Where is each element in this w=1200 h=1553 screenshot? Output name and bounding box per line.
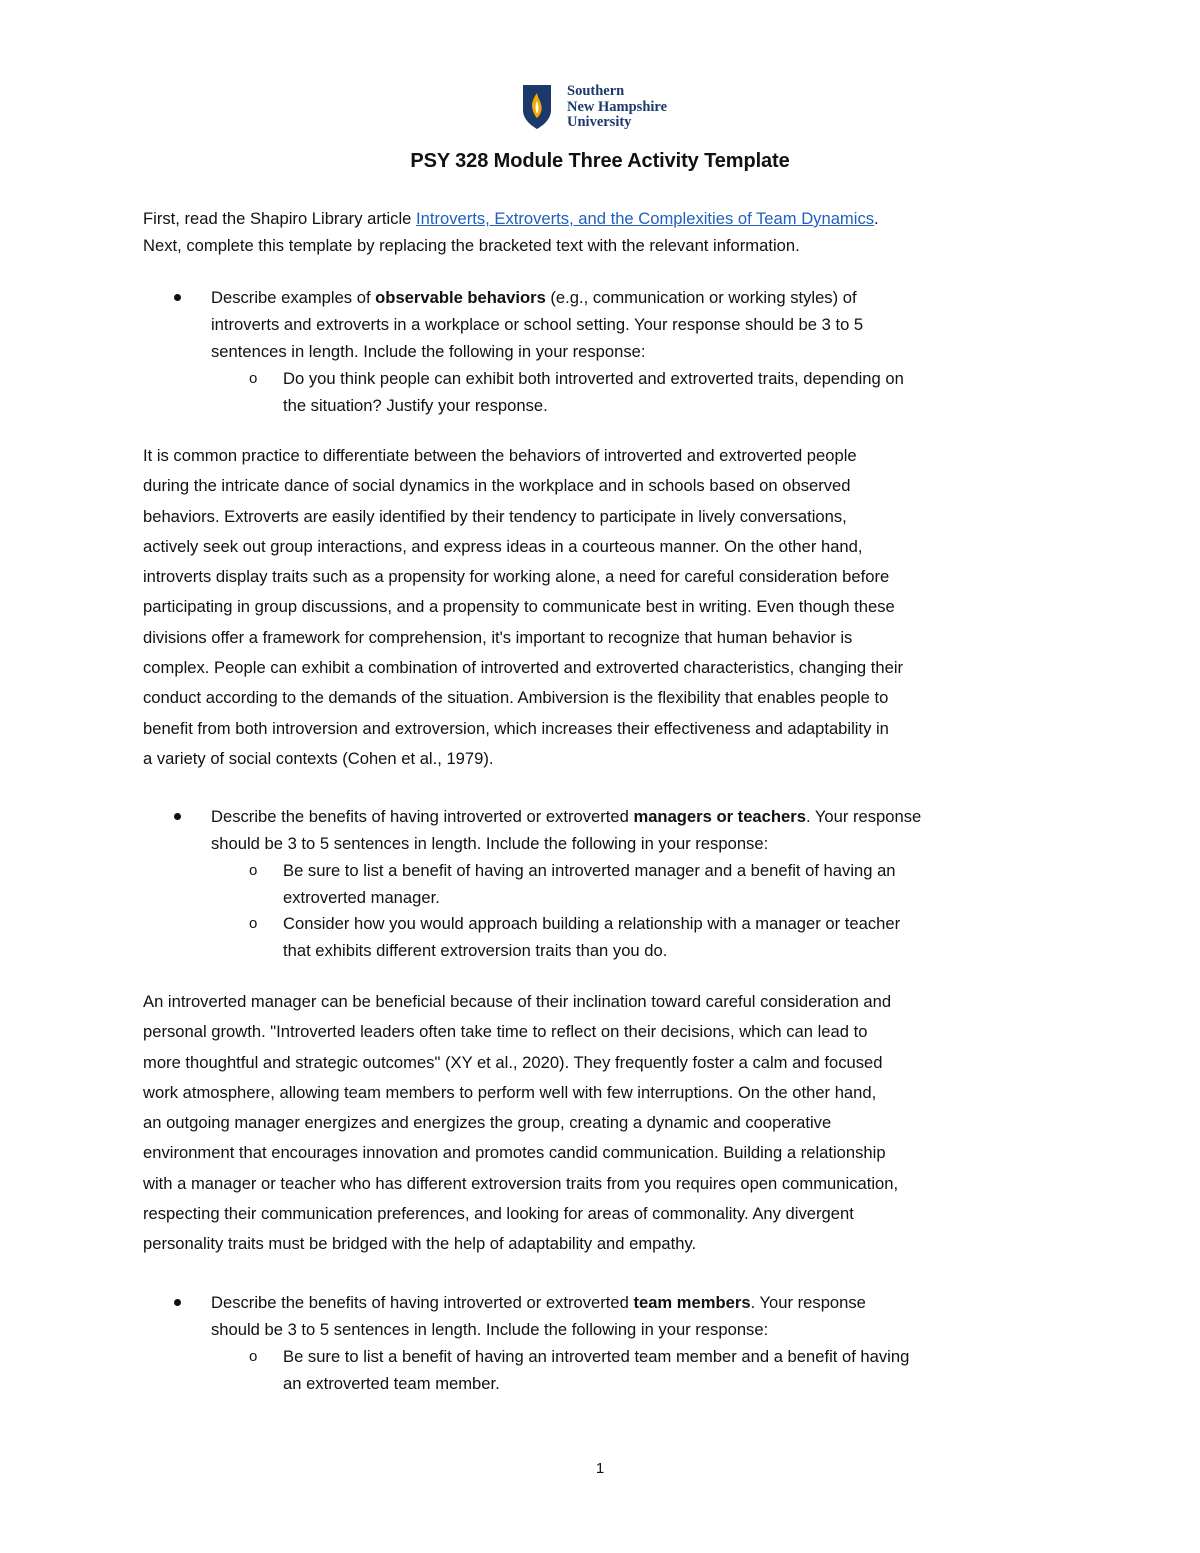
sub-prompt: Be sure to list a benefit of having an introverted team member and a benefit of having an extroverted team member. xyxy=(283,1347,910,1393)
intro-line-1 xyxy=(143,205,879,232)
bullet-icon xyxy=(174,294,181,301)
prompt-line: should be 3 to 5 sentences in length. Include the following in your response: xyxy=(211,834,769,853)
answer-line: environment that encourages innovation and promotes candid communication. Building a relationship xyxy=(143,1143,886,1163)
prompt-line: Describe the benefits of having introverted or extroverted team members. Your response xyxy=(211,1293,866,1312)
intro-period: . xyxy=(874,209,879,228)
answer-line: It is common practice to differentiate between the behaviors of introverted and extroverted people xyxy=(143,446,857,465)
sub-bullet-marker: o xyxy=(249,915,258,932)
prompt-line: sentences in length. Include the following in your response: xyxy=(211,342,646,361)
logo-line-3: University xyxy=(567,114,632,130)
prompt-line: should be 3 to 5 sentences in length. Include the following in your response: xyxy=(211,1320,769,1339)
answer-line: respecting their communication preferences, and looking for areas of commonality. Any divergent xyxy=(143,1204,854,1224)
article-link[interactable]: Introverts, Extroverts, and the Complexities of Team Dynamics xyxy=(416,209,875,228)
prompt-observable-behaviors xyxy=(211,284,863,365)
shield-flame-icon xyxy=(522,84,552,130)
answer-line: divisions offer a framework for comprehension, it's important to recognize that human behavior is xyxy=(143,627,853,647)
page-title: PSY 328 Module Three Activity Template xyxy=(410,150,790,172)
bullet-icon xyxy=(174,1299,181,1306)
prompt-team-members xyxy=(211,1289,866,1343)
sub-prompt: Consider how you would approach building a relationship with a manager or teacher that exhibits different extroversion traits than you do. xyxy=(283,914,901,960)
answer-line: an outgoing manager energizes and energizes the group, creating a dynamic and cooperative xyxy=(143,1113,832,1133)
sub-bullet-marker: o xyxy=(249,862,258,879)
answer-line: actively seek out group interactions, and express ideas in a courteous manner. On the other hand, xyxy=(143,536,863,556)
prompt-line: Describe examples of observable behaviors (e.g., communication or working styles) of xyxy=(211,288,857,307)
answer-line: a variety of social contexts (Cohen et al., 1979). xyxy=(143,748,494,768)
logo-line-2: New Hampshire xyxy=(567,98,668,115)
prompt-bold: team members xyxy=(633,1293,751,1312)
sub-bullet-marker: o xyxy=(249,370,258,387)
prompt-line: introverts and extroverts in a workplace or school setting. Your response should be 3 to 5 xyxy=(211,315,864,334)
answer-line: benefit from both introversion and extroversion, which increases their effectiveness and adaptability in xyxy=(143,718,889,738)
prompt-bold: managers or teachers xyxy=(633,807,806,826)
prompt-bold: observable behaviors xyxy=(375,288,546,307)
answer-line: work atmosphere, allowing team members to perform well with few interruptions. On the other hand, xyxy=(143,1082,877,1102)
answer-line: participating in group discussions, and a propensity to communicate best in writing. Even though these xyxy=(143,597,895,617)
prompt-managers-teachers xyxy=(211,803,921,857)
page-number: 1 xyxy=(595,1460,605,1477)
answer-line: behaviors. Extroverts are easily identified by their tendency to participate in lively conversations, xyxy=(143,506,847,526)
bullet-icon xyxy=(174,813,181,820)
answer-line: personal growth. "Introverted leaders often take time to reflect on their decisions, which can lead to xyxy=(143,1022,868,1042)
answer-line: during the intricate dance of social dynamics in the workplace and in schools based on observed xyxy=(143,476,851,496)
answer-line: with a manager or teacher who has different extroversion traits from you requires open communication, xyxy=(143,1173,899,1193)
sub-bullet-marker: o xyxy=(249,1348,258,1365)
answer-paragraph-2 xyxy=(143,987,1063,1260)
prompt-line: Describe the benefits of having introverted or extroverted managers or teachers. Your response xyxy=(211,807,922,826)
intro-text: First, read the Shapiro Library article xyxy=(143,209,416,228)
answer-line: more thoughtful and strategic outcomes" (XY et al., 2020). They frequently foster a calm and focused xyxy=(143,1052,883,1072)
answer-line: conduct according to the demands of the situation. Ambiversion is the flexibility that enables people to xyxy=(143,688,889,708)
answer-line: personality traits must be bridged with the help of adaptability and empathy. xyxy=(143,1234,697,1254)
sub-prompt: Be sure to list a benefit of having an introverted manager and a benefit of having an extroverted manager. xyxy=(283,861,896,907)
logo-line-1: Southern xyxy=(567,83,625,99)
answer-line: An introverted manager can be beneficial because of their inclination toward careful consideration and xyxy=(143,992,892,1011)
answer-paragraph-1 xyxy=(143,441,1063,774)
answer-line: complex. People can exhibit a combination of introverted and extroverted characteristics, changing their xyxy=(143,658,904,678)
intro-line-2: Next, complete this template by replacing the bracketed text with the relevant information. xyxy=(143,236,800,255)
logo-wordmark xyxy=(567,84,667,131)
answer-line: introverts display traits such as a propensity for working alone, a need for careful consideration before xyxy=(143,567,890,587)
sub-prompt: Do you think people can exhibit both introverted and extroverted traits, depending on the situation? Justify your response. xyxy=(283,369,904,415)
